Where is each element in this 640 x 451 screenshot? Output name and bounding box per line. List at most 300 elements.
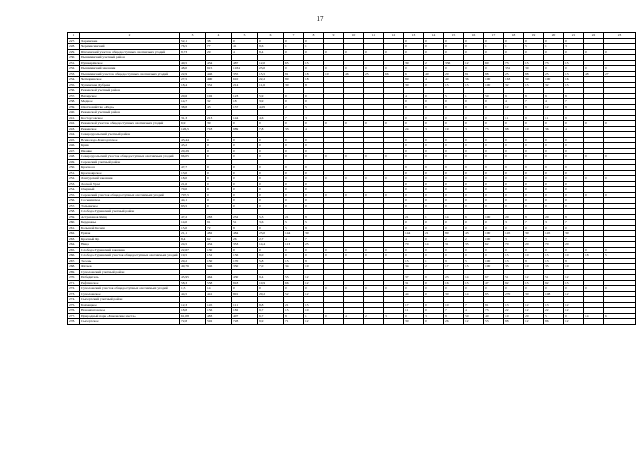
value-cell: 5 <box>304 220 324 226</box>
value-cell: 0 <box>284 154 304 160</box>
value-cell: 728 <box>232 319 258 325</box>
value-cell: 0 <box>584 286 604 292</box>
value-cell: 434 <box>206 242 232 248</box>
value-cell: 22,2 <box>258 77 284 83</box>
value-cell: 0 <box>324 253 344 259</box>
row-number-cell: 263. <box>68 236 80 242</box>
value-cell: 0 <box>504 181 524 187</box>
value-cell: 0 <box>484 66 504 72</box>
column-number-cell: 13 <box>404 33 424 39</box>
value-cell: 23,0 <box>258 231 284 237</box>
value-cell: 3 <box>504 220 524 226</box>
value-cell: 2 <box>464 236 484 242</box>
row-number-cell: 250. <box>68 165 80 171</box>
value-cell: 15 <box>304 60 324 66</box>
column-number-cell: 15 <box>444 33 464 39</box>
value-cell: 8 <box>304 214 324 220</box>
value-cell: 0 <box>524 137 544 143</box>
value-cell: 51 <box>504 275 524 281</box>
value-cell: 7 <box>524 236 544 242</box>
value-cell: 0 <box>444 247 464 253</box>
value-cell: 7 <box>444 308 464 314</box>
value-cell: 0 <box>504 192 524 198</box>
value-cell: 81 <box>484 302 504 308</box>
ground-name-cell: Режевской учетный район <box>80 110 180 116</box>
value-cell: 0 <box>504 38 524 44</box>
value-cell: 252 <box>232 214 258 220</box>
value-cell: 8 <box>524 104 544 110</box>
value-cell: 15 <box>524 60 544 66</box>
value-cell: 0 <box>484 165 504 171</box>
value-cell: 12 <box>564 291 584 297</box>
value-cell: 0 <box>604 121 636 127</box>
value-cell: 5,8 <box>258 258 284 264</box>
row-number-cell: 229. <box>68 49 80 55</box>
value-cell: 8 <box>524 214 544 220</box>
value-cell: 0 <box>524 49 544 55</box>
value-cell <box>364 319 384 325</box>
value-cell: 1 <box>284 44 304 50</box>
value-cell: 15 <box>464 280 484 286</box>
value-cell: 0 <box>364 49 384 55</box>
value-cell: 0 <box>258 225 284 231</box>
value-cell: 0 <box>424 247 444 253</box>
value-cell: 15 <box>564 280 584 286</box>
value-cell: 7 <box>284 115 304 121</box>
column-number-cell: 7 <box>284 33 304 39</box>
row-number-cell: 270. <box>68 275 80 281</box>
value-cell: 0 <box>564 286 584 292</box>
value-cell: 0 <box>284 198 304 204</box>
value-cell: 6,7 <box>258 313 284 319</box>
value-cell: 0 <box>424 286 444 292</box>
value-cell: 0 <box>524 225 544 231</box>
value-cell: 15 <box>564 82 584 88</box>
value-cell: 0 <box>444 181 464 187</box>
value-cell: 5 <box>604 253 636 259</box>
row-number-cell: 241. <box>68 115 80 121</box>
value-cell: 0 <box>424 236 444 242</box>
ground-name-cell: Бахмацкое <box>80 302 180 308</box>
value-cell: 47 <box>484 280 504 286</box>
value-cell: 0 <box>424 181 444 187</box>
value-cell: 0 <box>324 192 344 198</box>
row-number-cell: 267. <box>68 258 80 264</box>
value-cell: 100 <box>544 77 564 83</box>
value-cell: 25 <box>304 242 324 248</box>
value-cell: 1 <box>544 44 564 50</box>
value-cell: 355 <box>232 71 258 77</box>
value-cell: 19,5 <box>180 253 206 259</box>
row-number-cell: 277. <box>68 313 80 319</box>
value-cell: 12 <box>304 275 324 281</box>
row-number-cell: 256. <box>68 198 80 204</box>
value-cell: 8 <box>524 258 544 264</box>
value-cell: 0 <box>484 181 504 187</box>
value-cell: 0 <box>258 38 284 44</box>
value-cell: 0 <box>484 143 504 149</box>
value-cell: 2 <box>424 264 444 270</box>
value-cell: 50 <box>464 313 484 319</box>
value-cell: 12 <box>304 319 324 325</box>
value-cell: 0 <box>424 302 444 308</box>
value-cell: 0 <box>344 192 364 198</box>
value-cell: 0 <box>232 121 258 127</box>
row-number-cell: 271. <box>68 280 80 286</box>
value-cell: 0 <box>564 66 584 72</box>
value-cell: 33 <box>284 126 304 132</box>
row-number-cell: 228. <box>68 44 80 50</box>
value-cell: 44 <box>404 291 424 297</box>
value-cell: 0 <box>304 143 324 149</box>
value-cell: 0 <box>404 143 424 149</box>
value-cell: 0 <box>232 148 258 154</box>
ground-name-cell: Серовский участок общедоступных охотничьих угодий <box>80 192 180 198</box>
value-cell: 0 <box>258 203 284 209</box>
value-cell: 15 <box>564 60 584 66</box>
value-cell: 70,0 <box>180 187 206 193</box>
value-cell: 51 <box>232 220 258 226</box>
row-number-cell: 269. <box>68 269 80 275</box>
ground-name-cell: Ермак <box>80 231 180 237</box>
value-cell: 0 <box>232 286 258 292</box>
value-cell: 1 <box>464 93 484 99</box>
value-cell: 0 <box>604 66 636 72</box>
value-cell: 0 <box>444 143 464 149</box>
value-cell: 14 <box>444 214 464 220</box>
value-cell: 3 <box>504 236 524 242</box>
value-cell: 0 <box>444 203 464 209</box>
value-cell: 10 <box>524 126 544 132</box>
column-number-cell: 22 <box>584 33 604 39</box>
value-cell: 0 <box>544 170 564 176</box>
value-cell: 0 <box>324 121 344 127</box>
value-cell: 47,7 <box>180 165 206 171</box>
value-cell: 15 <box>524 280 544 286</box>
value-cell: 0 <box>464 115 484 121</box>
value-cell: 610 <box>232 77 258 83</box>
row-number-cell: 252. <box>68 176 80 182</box>
value-cell: 17 <box>444 264 464 270</box>
value-cell <box>344 319 364 325</box>
value-cell: 21 <box>424 231 444 237</box>
value-cell: 270 <box>504 291 524 297</box>
value-cell: 214 <box>232 82 258 88</box>
row-number-cell: 237. <box>68 93 80 99</box>
value-cell: 5 <box>544 313 564 319</box>
value-cell: 144 <box>232 115 258 121</box>
value-cell: 0 <box>258 170 284 176</box>
value-cell: 0 <box>404 187 424 193</box>
value-cell: 0 <box>304 93 324 99</box>
value-cell: 0 <box>232 192 258 198</box>
value-cell: 0 <box>232 176 258 182</box>
ground-name-cell: Чупинская Дубрава <box>80 82 180 88</box>
value-cell: 21,6 <box>180 181 206 187</box>
value-cell: 10 <box>564 253 584 259</box>
value-cell: 0 <box>484 104 504 110</box>
value-cell: 0 <box>544 143 564 149</box>
ground-name-cell: Тальянское <box>80 203 180 209</box>
value-cell: 38 <box>206 38 232 44</box>
value-cell: 0 <box>464 38 484 44</box>
value-cell: 0 <box>544 154 564 160</box>
value-cell: 30 <box>444 291 464 297</box>
value-cell: 34 <box>404 264 424 270</box>
value-cell: 40,5 <box>180 60 206 66</box>
value-cell: 0 <box>206 165 232 171</box>
ground-name-cell: Харинские <box>80 38 180 44</box>
value-cell: 1184 <box>232 66 258 72</box>
value-cell: 80 <box>404 77 424 83</box>
value-cell: 0 <box>232 181 258 187</box>
value-cell: 0 <box>464 154 484 160</box>
value-cell: 0 <box>364 66 384 72</box>
value-cell: 0 <box>484 38 504 44</box>
value-cell: 14 <box>424 242 444 248</box>
value-cell: 0 <box>484 121 504 127</box>
value-cell: 6 <box>604 313 636 319</box>
value-cell: 0 <box>424 225 444 231</box>
value-cell: 0 <box>464 66 484 72</box>
value-cell: 487 <box>232 60 258 66</box>
value-cell <box>584 319 604 325</box>
value-cell: 30 <box>284 82 304 88</box>
value-cell: 5 <box>464 258 484 264</box>
value-cell: 20,6 <box>180 93 206 99</box>
value-cell: 0 <box>464 225 484 231</box>
value-cell: 336 <box>444 60 464 66</box>
value-cell: 0 <box>484 99 504 105</box>
value-cell: 8,6 <box>258 44 284 50</box>
value-cell: 36 <box>464 77 484 83</box>
value-cell: 13 <box>544 258 564 264</box>
value-cell: 0 <box>232 143 258 149</box>
value-cell: 0 <box>424 115 444 121</box>
value-cell: 44,1 <box>180 198 206 204</box>
value-cell: 0 <box>464 176 484 182</box>
value-cell: 0 <box>484 247 504 253</box>
value-cell: 0 <box>424 203 444 209</box>
value-cell: 9,4 <box>258 275 284 281</box>
value-cell: 0 <box>464 253 484 259</box>
row-number-cell: 242. <box>68 121 80 127</box>
value-cell: 0 <box>564 137 584 143</box>
value-cell: 0 <box>258 187 284 193</box>
value-cell: 14 <box>464 291 484 297</box>
value-cell: 0 <box>464 181 484 187</box>
value-cell: 0 <box>604 192 636 198</box>
value-cell: 0 <box>544 137 564 143</box>
value-cell: 0 <box>404 170 424 176</box>
value-cell: 17 <box>404 302 424 308</box>
value-cell: 43,44 <box>180 137 206 143</box>
value-cell: 12 <box>564 308 584 314</box>
value-cell: 0 <box>464 165 484 171</box>
value-cell: 0 <box>284 192 304 198</box>
value-cell: 0 <box>284 121 304 127</box>
value-cell: 0 <box>524 187 544 193</box>
value-cell: 0 <box>304 187 324 193</box>
value-cell: 0 <box>364 154 384 160</box>
value-cell: 7 <box>564 220 584 226</box>
value-cell: 490 <box>206 77 232 83</box>
value-cell: 0 <box>284 286 304 292</box>
value-cell: 0 <box>232 198 258 204</box>
value-cell: 18,0 <box>180 176 206 182</box>
value-cell: 39 <box>206 121 232 127</box>
value-cell: 4 <box>404 93 424 99</box>
value-cell: 434 <box>206 60 232 66</box>
value-cell: 73 <box>504 60 524 66</box>
column-number-cell: 19 <box>524 33 544 39</box>
value-cell: 15,5 <box>258 71 284 77</box>
value-cell: 0 <box>484 253 504 259</box>
value-cell: 350 <box>232 264 258 270</box>
value-cell: 5,3 <box>258 214 284 220</box>
value-cell: 32 <box>544 82 564 88</box>
value-cell: 5 <box>284 220 304 226</box>
row-number-cell: 264. <box>68 242 80 248</box>
value-cell: 32 <box>504 82 524 88</box>
value-cell: 0 <box>324 176 344 182</box>
value-cell: 0 <box>484 154 504 160</box>
value-cell: 40 <box>484 313 504 319</box>
value-cell: 0 <box>344 247 364 253</box>
value-cell: 0 <box>444 104 464 110</box>
value-cell: 20,29 <box>180 148 206 154</box>
value-cell: 0 <box>424 291 444 297</box>
value-cell: 0 <box>424 137 444 143</box>
value-cell: 0 <box>258 148 284 154</box>
value-cell: 145 <box>206 302 232 308</box>
value-cell: 23,0 <box>258 66 284 72</box>
value-cell: 0 <box>324 66 344 72</box>
value-cell: 0 <box>464 121 484 127</box>
value-cell: 21 <box>284 302 304 308</box>
value-cell: 0 <box>604 286 636 292</box>
value-cell: 18 <box>304 71 324 77</box>
value-cell: 0 <box>504 176 524 182</box>
value-cell: 0 <box>324 286 344 292</box>
ground-name-cell: Победитель <box>80 275 180 281</box>
value-cell: 0 <box>384 253 404 259</box>
row-number-cell: 255. <box>68 192 80 198</box>
ground-name-cell: Сухоложское <box>80 291 180 297</box>
value-cell: 30 <box>564 231 584 237</box>
ground-name-cell: Вяхирское <box>80 93 180 99</box>
value-cell: 283 <box>206 214 232 220</box>
value-cell: 52 <box>284 291 304 297</box>
column-number-cell: 21 <box>564 33 584 39</box>
value-cell: 66 <box>284 280 304 286</box>
value-cell: 72 <box>206 225 232 231</box>
value-cell: 0 <box>424 104 444 110</box>
row-number-cell: 234. <box>68 77 80 83</box>
value-cell: 58,3 <box>180 280 206 286</box>
ground-name-cell: Североуральский учетный район <box>80 132 180 138</box>
value-cell: 15 <box>444 82 464 88</box>
value-cell: 0 <box>444 170 464 176</box>
value-cell: 100 <box>484 214 504 220</box>
value-cell: 0 <box>258 121 284 127</box>
value-cell: 0 <box>424 198 444 204</box>
value-cell: 40 <box>424 71 444 77</box>
value-cell: 73 <box>544 60 564 66</box>
value-cell: 0 <box>206 198 232 204</box>
value-cell: 0 <box>564 165 584 171</box>
value-cell: 0 <box>564 49 584 55</box>
value-cell: 0 <box>284 148 304 154</box>
value-cell: 0 <box>284 49 304 55</box>
ground-name-cell: Режевское <box>80 126 180 132</box>
value-cell: 20 <box>524 313 544 319</box>
value-cell: 10 <box>524 253 544 259</box>
value-cell: 0 <box>424 165 444 171</box>
ground-name-cell: Режевской участок общедоступных охотничьих угодий <box>80 121 180 127</box>
value-cell: 16 <box>444 280 464 286</box>
value-cell: 8 <box>232 225 258 231</box>
row-number-cell: 265. <box>68 247 80 253</box>
value-cell: 0 <box>258 198 284 204</box>
value-cell: 0 <box>258 143 284 149</box>
value-cell: 20 <box>564 242 584 248</box>
value-cell: 5 <box>284 225 304 231</box>
value-cell: 8 <box>444 313 464 319</box>
value-cell: 8 <box>304 225 324 231</box>
value-cell: 0 <box>304 247 324 253</box>
column-number-cell: 18 <box>504 33 524 39</box>
value-cell: 0 <box>564 154 584 160</box>
value-cell: 0 <box>484 137 504 143</box>
value-cell: 0 <box>424 275 444 281</box>
ground-name-cell: Охотхозяйство «Реда» <box>80 104 180 110</box>
value-cell: 10 <box>564 264 584 270</box>
column-number-cell: 5 <box>232 33 258 39</box>
row-number-cell: 249. <box>68 159 80 165</box>
value-cell: 0 <box>564 148 584 154</box>
value-cell: 0 <box>564 198 584 204</box>
value-cell: 10 <box>444 302 464 308</box>
value-cell: 0 <box>304 165 324 171</box>
value-cell: 0 <box>206 203 232 209</box>
value-cell: 6 <box>404 71 424 77</box>
value-cell: 62 <box>206 236 232 242</box>
value-cell: 108 <box>544 291 564 297</box>
value-cell: 0 <box>304 49 324 55</box>
value-cell: 86 <box>544 319 564 325</box>
value-cell: 0 <box>384 247 404 253</box>
value-cell: 0 <box>544 225 564 231</box>
value-cell: 45,2 <box>180 143 206 149</box>
ground-name-cell: Природный парк «Бажовские места» <box>80 313 180 319</box>
value-cell: 4 <box>464 308 484 314</box>
value-cell: 48 <box>584 71 604 77</box>
value-cell: 22 <box>544 308 564 314</box>
value-cell: 35 <box>544 264 564 270</box>
value-cell: 0 <box>544 176 564 182</box>
value-cell: 430 <box>232 275 258 281</box>
column-number-cell: 20 <box>544 33 564 39</box>
value-cell: 0 <box>404 38 424 44</box>
value-cell: 15 <box>284 308 304 314</box>
value-cell: 0 <box>544 203 564 209</box>
value-cell: 0 <box>404 148 424 154</box>
value-cell: 10 <box>524 264 544 270</box>
value-cell: 0 <box>424 44 444 50</box>
value-cell: 7,8 <box>258 126 284 132</box>
ground-name-cell: Фатеев <box>80 264 180 270</box>
